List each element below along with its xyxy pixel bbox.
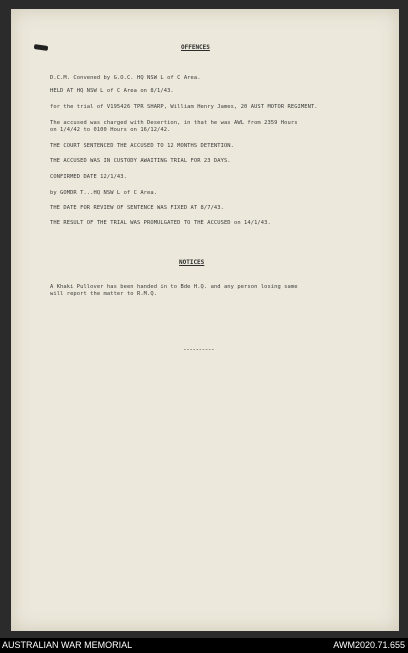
footer-credit: AUSTRALIAN WAR MEMORIAL	[2, 640, 133, 650]
line-trial-of: for the trial of V195426 TPR SHARP, William Henry James, 20 AUST MOTOR REGIMENT.	[50, 104, 318, 110]
line-by: by GOMDR T...HQ NSW L of C Area.	[50, 190, 158, 196]
footer-bar	[0, 638, 408, 653]
line-held-at: HELD AT HQ NSW L of C Area on 8/1/43.	[50, 88, 174, 94]
line-confirmed: CONFIRMED DATE 12/1/43.	[50, 174, 127, 180]
line-result: THE RESULT OF THE TRIAL WAS PROMULGATED TO THE ACCUSED on 14/1/43.	[50, 220, 271, 226]
notice-line-1: A Khaki Pullover has been handed in to Bde H.Q. and any person losing same	[50, 284, 298, 290]
separator: ----------	[183, 346, 215, 353]
line-review: THE DATE FOR REVIEW OF SENTENCE WAS FIXED AT 8/7/43.	[50, 205, 224, 211]
line-convened: D.C.M. Convened by G.O.C. HQ NSW L of C Area.	[50, 75, 201, 81]
footer-accession: AWM2020.71.655	[333, 640, 405, 650]
document-page	[11, 9, 399, 631]
line-sentence: THE COURT SENTENCED THE ACCUSED TO 12 MONTHS DETENTION.	[50, 143, 234, 149]
notices-heading: NOTICES	[179, 259, 205, 266]
line-charge-dates: on 1/4/42 to 0100 Hours on 16/12/42.	[50, 127, 171, 133]
line-charge: The accused was charged with Desertion, in that he was AWL from 2359 Hours	[50, 120, 298, 126]
offences-heading: OFFENCES	[181, 44, 210, 51]
notice-line-2: will report the matter to R.M.Q.	[50, 291, 158, 297]
line-custody: THE ACCUSED WAS IN CUSTODY AWAITING TRIAL FOR 23 DAYS.	[50, 158, 231, 164]
